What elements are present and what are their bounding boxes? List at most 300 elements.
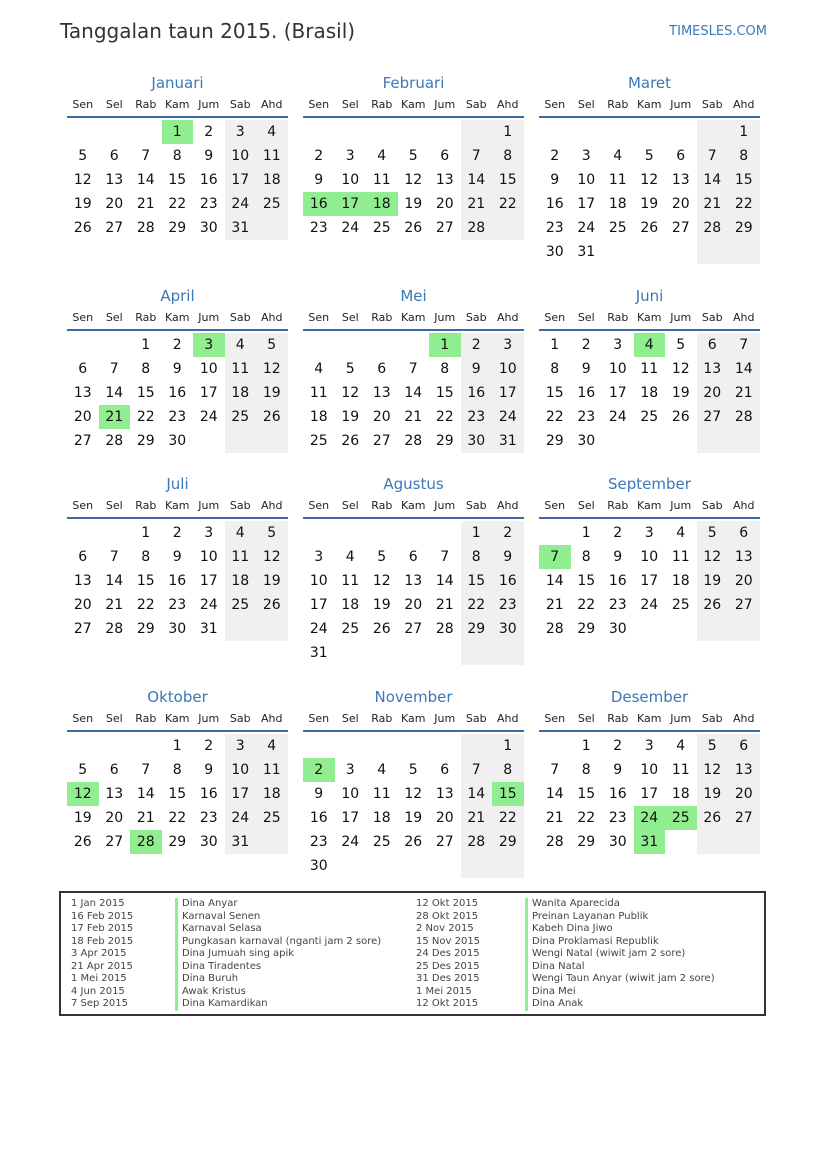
empty-cell [398, 521, 430, 545]
empty-cell [398, 734, 430, 758]
day-cell: 3 [644, 525, 654, 541]
day-cell: 22 [545, 409, 564, 425]
day-cell: 25 [671, 597, 690, 613]
day-cell: 21 [728, 381, 760, 405]
weekday-label: Sen [308, 311, 330, 324]
empty-cell [571, 120, 603, 144]
day-cell: 23 [199, 196, 218, 212]
day-cell: 8 [461, 545, 493, 569]
day-cell: 12 [697, 758, 729, 782]
empty-cell [728, 240, 760, 264]
day-cell: 20 [404, 597, 423, 613]
empty-cell [193, 429, 225, 453]
day-cell: 23 [608, 597, 627, 613]
day-cell: 14 [461, 168, 493, 192]
day-cell: 15 [461, 569, 493, 593]
empty-cell [398, 120, 430, 144]
empty-cell [366, 333, 398, 357]
day-cell: 12 [404, 786, 423, 802]
day-cell: 5 [345, 361, 355, 377]
weekday-header [539, 495, 760, 519]
day-cell: 10 [199, 361, 218, 377]
month-januari [67, 72, 288, 240]
holiday-name: Dina Buruh [175, 973, 381, 986]
day-cell: 27 [105, 220, 124, 236]
day-cell: 3 [345, 762, 355, 778]
day-cell: 4 [377, 148, 387, 164]
day-cell: 27 [435, 834, 454, 850]
day-cell: 20 [105, 810, 124, 826]
day-cell: 7 [550, 762, 560, 778]
day-cell: 17 [608, 385, 627, 401]
day-cell: 22 [435, 409, 454, 425]
day-cell: 11 [309, 385, 328, 401]
day-cell: 4 [676, 525, 686, 541]
day-cell: 14 [105, 385, 124, 401]
day-cell: 17 [199, 385, 218, 401]
weekday-label: Rab [371, 311, 393, 324]
day-cell: 9 [492, 545, 524, 569]
weekday-label: Sen [72, 311, 94, 324]
month-juni [539, 285, 760, 453]
day-cell: 2 [461, 333, 493, 357]
day-cell: 26 [404, 220, 423, 236]
day-cell: 3 [225, 734, 257, 758]
weekday-label: Rab [135, 499, 157, 512]
empty-cell [665, 429, 697, 453]
weekday-label: Rab [135, 98, 157, 111]
day-cell: 23 [199, 810, 218, 826]
day-cell: 11 [256, 144, 288, 168]
empty-cell [99, 734, 131, 758]
day-cell: 23 [577, 409, 596, 425]
day-cell: 20 [728, 569, 760, 593]
holiday-names-right [525, 898, 715, 1011]
empty-cell [697, 240, 729, 264]
day-cell: 18 [256, 168, 288, 192]
weekday-header [303, 708, 524, 732]
day-cell: 23 [168, 597, 187, 613]
empty-cell [225, 617, 257, 641]
day-cell: 26 [73, 834, 92, 850]
day-cell: 3 [345, 148, 355, 164]
date-grid [539, 118, 760, 264]
day-cell: 9 [461, 357, 493, 381]
empty-cell [429, 854, 461, 878]
holiday-date: 16 Feb 2015 [71, 910, 134, 922]
day-cell: 13 [105, 786, 124, 802]
holiday-date: 4 Jun 2015 [71, 985, 125, 997]
day-cell: 1 [492, 120, 524, 144]
day-cell: 9 [172, 549, 182, 565]
day-cell: 12 [341, 385, 360, 401]
weekday-label: Jum [198, 712, 220, 725]
empty-cell [429, 734, 461, 758]
day-cell: 3 [644, 738, 654, 754]
day-cell: 18 [256, 782, 288, 806]
day-cell: 2 [550, 148, 560, 164]
day-cell: 17 [640, 573, 659, 589]
weekday-label: Jum [670, 499, 692, 512]
weekday-label: Sen [544, 712, 566, 725]
weekday-label: Jum [198, 311, 220, 324]
weekday-label: Jum [670, 311, 692, 324]
empty-cell [697, 120, 729, 144]
month-april [67, 285, 288, 453]
day-cell: 25 [256, 806, 288, 830]
empty-cell [665, 120, 697, 144]
day-cell: 26 [341, 433, 360, 449]
day-cell: 10 [341, 786, 360, 802]
holiday-name: Preinan Layanan Publik [525, 911, 715, 924]
day-cell: 25 [309, 433, 328, 449]
empty-cell [256, 429, 288, 453]
day-cell: 31 [492, 429, 524, 453]
weekday-label: Sen [308, 712, 330, 725]
day-cell: 29 [168, 834, 187, 850]
day-cell: 12 [256, 357, 288, 381]
day-cell: 24 [199, 597, 218, 613]
weekday-label: Rab [371, 712, 393, 725]
day-cell: 26 [640, 220, 659, 236]
month-mei [303, 285, 524, 453]
day-cell: 11 [608, 172, 627, 188]
day-cell: 30 [309, 858, 328, 874]
day-cell: 22 [577, 810, 596, 826]
month-title: November [374, 688, 453, 706]
day-cell: 19 [256, 381, 288, 405]
day-cell: 25 [372, 220, 391, 236]
holiday-day-cell: 15 [492, 782, 524, 806]
day-cell: 21 [105, 597, 124, 613]
day-cell: 16 [199, 172, 218, 188]
day-cell: 29 [136, 621, 155, 637]
weekday-label: Ahd [733, 311, 755, 324]
day-cell: 28 [105, 621, 124, 637]
day-cell: 9 [172, 361, 182, 377]
holiday-name: Karnaval Selasa [175, 923, 381, 936]
day-cell: 12 [404, 172, 423, 188]
empty-cell [634, 617, 666, 641]
day-cell: 14 [136, 786, 155, 802]
day-cell: 20 [435, 810, 454, 826]
day-cell: 19 [404, 196, 423, 212]
holiday-day-cell: 18 [366, 192, 398, 216]
weekday-label: Rab [607, 98, 629, 111]
weekday-label: Sab [701, 712, 723, 725]
day-cell: 14 [545, 573, 564, 589]
empty-cell [225, 429, 257, 453]
day-cell: 19 [697, 569, 729, 593]
day-cell: 11 [640, 361, 659, 377]
weekday-header [303, 495, 524, 519]
empty-cell [303, 521, 335, 545]
month-title: Agustus [383, 475, 444, 493]
day-cell: 23 [608, 810, 627, 826]
weekday-label: Sab [701, 499, 723, 512]
day-cell: 26 [256, 405, 288, 429]
weekday-header [303, 307, 524, 331]
empty-cell [67, 521, 99, 545]
empty-cell [602, 120, 634, 144]
day-cell: 11 [256, 758, 288, 782]
day-cell: 21 [435, 597, 454, 613]
weekday-label: Sel [105, 98, 123, 111]
day-cell: 26 [671, 409, 690, 425]
day-cell: 22 [492, 806, 524, 830]
day-cell: 6 [697, 333, 729, 357]
empty-cell [366, 120, 398, 144]
holiday-date: 1 Jan 2015 [71, 898, 125, 909]
holiday-day-cell: 2 [303, 758, 335, 782]
month-title: September [608, 475, 691, 493]
weekday-label: Sen [72, 98, 94, 111]
weekday-header [539, 307, 760, 331]
weekday-label: Ahd [261, 712, 283, 725]
holiday-dates-right [416, 898, 480, 1011]
day-cell: 30 [168, 621, 187, 637]
holiday-day-cell: 17 [335, 192, 367, 216]
day-cell: 2 [492, 521, 524, 545]
day-cell: 8 [492, 144, 524, 168]
day-cell: 15 [136, 573, 155, 589]
day-cell: 7 [440, 549, 450, 565]
empty-cell [602, 240, 634, 264]
holiday-date: 18 Feb 2015 [71, 935, 134, 947]
weekday-label: Sab [229, 311, 251, 324]
day-cell: 28 [728, 405, 760, 429]
weekday-label: Sel [341, 712, 359, 725]
empty-cell [429, 120, 461, 144]
day-cell: 2 [613, 738, 623, 754]
day-cell: 27 [697, 405, 729, 429]
day-cell: 6 [78, 361, 88, 377]
day-cell: 3 [581, 148, 591, 164]
day-cell: 1 [581, 738, 591, 754]
holiday-name: Pungkasan karnaval (nganti jam 2 sore) [175, 936, 381, 949]
day-cell: 17 [640, 786, 659, 802]
empty-cell [366, 734, 398, 758]
weekday-label: Sel [341, 311, 359, 324]
day-cell: 18 [671, 786, 690, 802]
empty-cell [303, 734, 335, 758]
empty-cell [634, 240, 666, 264]
empty-cell [429, 521, 461, 545]
holiday-name: Wanita Aparecida [525, 898, 715, 911]
day-cell: 7 [461, 758, 493, 782]
day-cell: 2 [613, 525, 623, 541]
day-cell: 25 [372, 834, 391, 850]
empty-cell [366, 641, 398, 665]
weekday-label: Sab [229, 499, 251, 512]
weekday-label: Jum [198, 499, 220, 512]
weekday-label: Kam [637, 311, 662, 324]
weekday-label: Rab [607, 311, 629, 324]
holiday-date: 15 Nov 2015 [416, 935, 481, 947]
day-cell: 20 [73, 597, 92, 613]
day-cell: 26 [697, 806, 729, 830]
day-cell: 16 [199, 786, 218, 802]
weekday-label: Jum [434, 311, 456, 324]
month-november [303, 686, 524, 878]
empty-cell [335, 333, 367, 357]
day-cell: 4 [613, 148, 623, 164]
day-cell: 31 [225, 216, 257, 240]
day-cell: 13 [372, 385, 391, 401]
day-cell: 15 [168, 172, 187, 188]
day-cell: 15 [492, 168, 524, 192]
date-grid [539, 331, 760, 453]
day-cell: 5 [676, 337, 686, 353]
day-cell: 17 [577, 196, 596, 212]
day-cell: 18 [640, 385, 659, 401]
day-cell: 21 [545, 597, 564, 613]
day-cell: 29 [435, 433, 454, 449]
holiday-list [59, 891, 766, 1016]
day-cell: 18 [225, 381, 257, 405]
empty-cell [492, 641, 524, 665]
day-cell: 3 [204, 525, 214, 541]
month-maret [539, 72, 760, 264]
date-grid [303, 732, 524, 878]
empty-cell [539, 734, 571, 758]
empty-cell [256, 216, 288, 240]
holiday-dates-left [71, 898, 133, 1011]
day-cell: 11 [671, 762, 690, 778]
day-cell: 7 [408, 361, 418, 377]
holiday-date: 31 Des 2015 [416, 973, 480, 984]
day-cell: 11 [671, 549, 690, 565]
empty-cell [335, 521, 367, 545]
day-cell: 7 [141, 762, 151, 778]
weekday-label: Sen [544, 499, 566, 512]
holiday-name: Dina Tiradentes [175, 961, 381, 974]
day-cell: 13 [105, 172, 124, 188]
weekday-header [67, 708, 288, 732]
holiday-name: Dina Kamardikan [175, 998, 381, 1011]
day-cell: 24 [225, 806, 257, 830]
weekday-label: Sab [701, 311, 723, 324]
day-cell: 24 [640, 597, 659, 613]
day-cell: 20 [671, 196, 690, 212]
empty-cell [665, 240, 697, 264]
day-cell: 2 [172, 525, 182, 541]
weekday-label: Sen [544, 98, 566, 111]
day-cell: 19 [640, 196, 659, 212]
day-cell: 17 [492, 381, 524, 405]
day-cell: 7 [109, 549, 119, 565]
day-cell: 3 [314, 549, 324, 565]
day-cell: 28 [545, 621, 564, 637]
day-cell: 10 [199, 549, 218, 565]
empty-cell [130, 120, 162, 144]
weekday-label: Kam [401, 98, 426, 111]
day-cell: 21 [404, 409, 423, 425]
day-cell: 8 [172, 762, 182, 778]
day-cell: 23 [461, 405, 493, 429]
day-cell: 29 [728, 216, 760, 240]
empty-cell [461, 120, 493, 144]
holiday-date: 24 Des 2015 [416, 948, 480, 959]
holiday-day-cell: 4 [634, 333, 666, 357]
month-title: Desember [610, 688, 689, 706]
holiday-day-cell: 31 [634, 830, 666, 854]
day-cell: 27 [728, 806, 760, 830]
day-cell: 19 [73, 196, 92, 212]
day-cell: 8 [141, 361, 151, 377]
day-cell: 17 [225, 782, 257, 806]
day-cell: 9 [581, 361, 591, 377]
site-link[interactable]: TIMESLES.COM [669, 24, 767, 39]
day-cell: 19 [256, 569, 288, 593]
day-cell: 28 [697, 216, 729, 240]
weekday-label: Ahd [261, 98, 283, 111]
empty-cell [398, 641, 430, 665]
empty-cell [634, 120, 666, 144]
weekday-label: Sel [105, 311, 123, 324]
day-cell: 29 [545, 433, 564, 449]
day-cell: 14 [697, 168, 729, 192]
day-cell: 5 [78, 148, 88, 164]
day-cell: 5 [408, 762, 418, 778]
date-grid [303, 519, 524, 665]
empty-cell [335, 641, 367, 665]
day-cell: 24 [309, 621, 328, 637]
holiday-name: Dina Mei [525, 986, 715, 999]
day-cell: 7 [141, 148, 151, 164]
month-september [539, 473, 760, 641]
day-cell: 10 [341, 172, 360, 188]
weekday-label: Sel [577, 712, 595, 725]
holiday-date: 21 Apr 2015 [71, 960, 133, 972]
day-cell: 10 [640, 762, 659, 778]
day-cell: 26 [372, 621, 391, 637]
weekday-label: Sel [577, 311, 595, 324]
weekday-label: Kam [401, 712, 426, 725]
weekday-label: Sel [341, 499, 359, 512]
day-cell: 6 [728, 521, 760, 545]
weekday-label: Jum [670, 98, 692, 111]
holiday-day-cell: 1 [162, 120, 194, 144]
day-cell: 3 [613, 337, 623, 353]
day-cell: 5 [697, 734, 729, 758]
holiday-date: 1 Mei 2015 [416, 985, 472, 997]
day-cell: 8 [440, 361, 450, 377]
empty-cell [461, 854, 493, 878]
day-cell: 26 [404, 834, 423, 850]
day-cell: 31 [577, 244, 596, 260]
holiday-name: Dina Proklamasi Republik [525, 936, 715, 949]
day-cell: 18 [309, 409, 328, 425]
day-cell: 30 [199, 220, 218, 236]
weekday-label: Ahd [261, 311, 283, 324]
day-cell: 6 [377, 361, 387, 377]
empty-cell [539, 521, 571, 545]
empty-cell [429, 641, 461, 665]
day-cell: 26 [73, 220, 92, 236]
day-cell: 21 [697, 192, 729, 216]
day-cell: 27 [671, 220, 690, 236]
day-cell: 15 [577, 786, 596, 802]
day-cell: 19 [404, 810, 423, 826]
day-cell: 25 [256, 192, 288, 216]
day-cell: 10 [640, 549, 659, 565]
day-cell: 15 [577, 573, 596, 589]
weekday-label: Kam [165, 712, 190, 725]
weekday-label: Sab [229, 712, 251, 725]
date-grid [67, 732, 288, 854]
month-title: April [160, 287, 195, 305]
